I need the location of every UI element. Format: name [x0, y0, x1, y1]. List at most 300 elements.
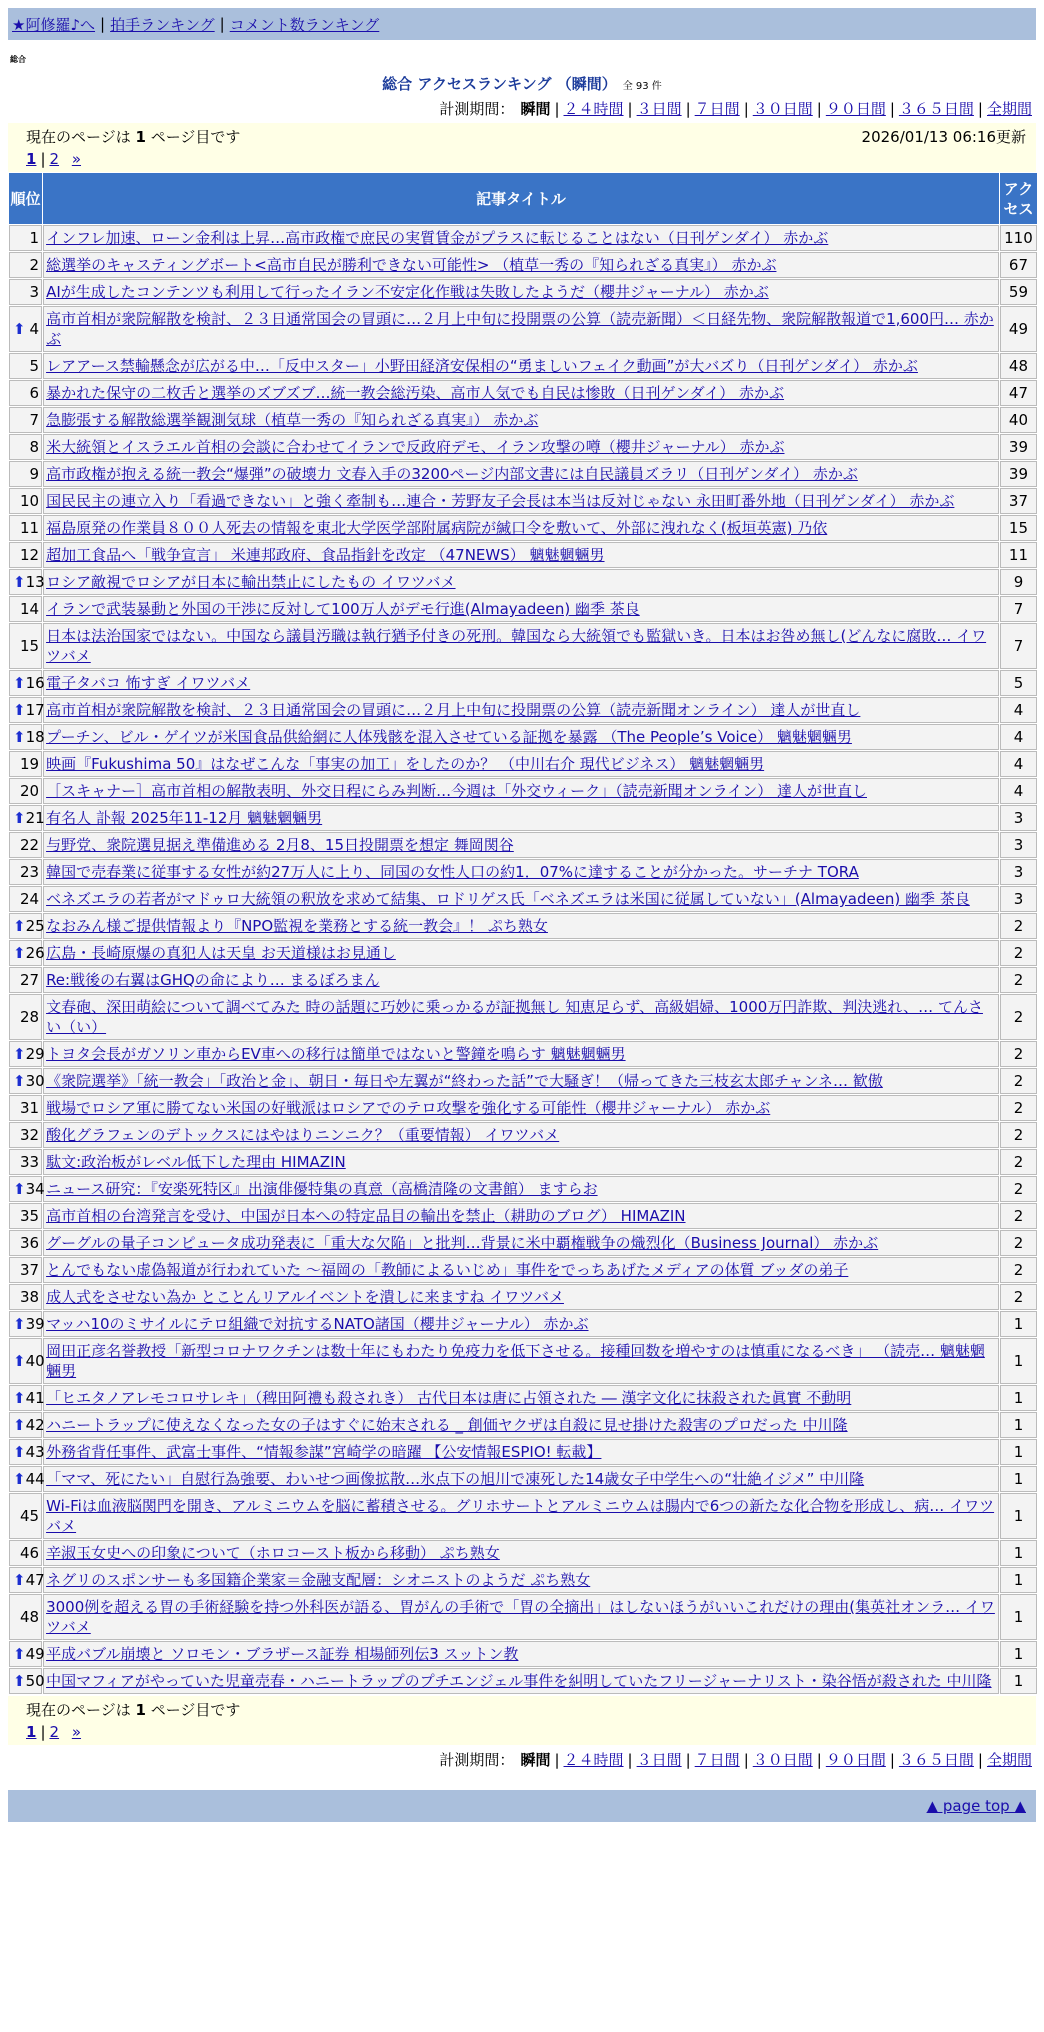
title-cell [43, 1412, 999, 1438]
rank-cell [9, 778, 42, 804]
rank-number: 10 [19, 492, 40, 510]
title-cell [43, 542, 999, 568]
article-title-link[interactable]: なおみん様ご提供情報より『NPO監視を業務とする統一教会』！ ぷち熟女 [46, 917, 548, 935]
access-count: 47 [1000, 380, 1037, 406]
table-row [9, 1412, 1037, 1438]
period-link[interactable]: ２４時間 [563, 1751, 624, 1769]
page-2-link[interactable]: 2 [49, 1723, 60, 1741]
period-separator: | [627, 100, 633, 118]
page-info-bottom [8, 1696, 1036, 1745]
current-page-text: 現在のページは 1 ページ目です [26, 1701, 241, 1719]
period-link[interactable]: ７日間 [694, 100, 740, 118]
table-row [9, 407, 1037, 433]
article-title-link[interactable]: Re:戦後の右翼はGHQの命により… まるぼろまん [46, 971, 380, 989]
article-title-link[interactable]: グーグルの量子コンピュータ成功発表に「重大な欠陥」と批判…背景に米中覇権戦争の熾烈化（Business Journal） 赤かぶ [46, 1234, 879, 1252]
rank-cell [9, 1466, 45, 1492]
table-row [9, 488, 1037, 514]
table-row [9, 967, 1037, 993]
rank-up-arrow-icon: ⬆ [13, 674, 26, 692]
rank-number: 8 [29, 438, 40, 456]
table-row [9, 1176, 1037, 1202]
rank-number: 14 [19, 600, 40, 618]
access-count: 3 [1000, 832, 1037, 858]
access-count: 40 [1000, 407, 1037, 433]
rank-number: 25 [25, 917, 45, 935]
article-title-link[interactable]: ハニートラップに使えなくなった女の子はすぐに始末される _ 創価ヤクザは自殺に見せ掛けた殺害のプロだった 中川隆 [46, 1416, 848, 1434]
period-link[interactable]: ３日間 [636, 1751, 682, 1769]
rank-up-arrow-icon: ⬆ [13, 1470, 26, 1488]
applause-ranking-link[interactable]: 拍手ランキング [110, 15, 215, 34]
table-row [9, 1230, 1037, 1256]
rank-cell [9, 886, 42, 912]
page-top-link[interactable]: ▲ page top ▲ [926, 1797, 1026, 1815]
access-count: 59 [1000, 279, 1037, 305]
title-cell [43, 515, 999, 541]
table-row [9, 1439, 1037, 1465]
rank-number: 39 [25, 1315, 45, 1333]
article-title-link[interactable]: 超加工食品へ「戦争宣言」 米連邦政府、食品指針を改定 （47NEWS） 魑魅魍魎男 [46, 546, 605, 564]
title-cell [43, 596, 999, 622]
title-cell [43, 353, 999, 379]
rank-number: 33 [19, 1153, 40, 1171]
rank-number: 35 [19, 1207, 40, 1225]
rank-cell [9, 724, 45, 750]
article-title-link[interactable]: 高市首相が衆院解散を検討、２３日通常国会の冒頭に…２月上中旬に投開票の公算（読売新聞オンライン） 達人が世直し [46, 701, 861, 719]
title-cell [43, 724, 999, 750]
access-count: 39 [1000, 434, 1037, 460]
access-count: 1 [1000, 1385, 1037, 1411]
article-title-link[interactable]: 国民民主の連立入り「看過できない」と強く牽制も…連合・芳野友子会長は本当は反対じゃない 永田町番外地（日刊ゲンダイ） 赤かぶ [46, 492, 955, 510]
next-page-link[interactable]: » [71, 150, 82, 168]
rank-cell [9, 623, 42, 669]
table-row [9, 306, 1037, 352]
rank-number: 50 [25, 1672, 45, 1690]
footer-bar [8, 1790, 1036, 1822]
article-title-link[interactable]: 平成バブル崩壊と ソロモン・ブラザース証券 相場師列伝3 スットン教 [46, 1645, 519, 1663]
rank-number: 38 [19, 1288, 40, 1306]
rank-cell [9, 380, 42, 406]
rank-cell [9, 434, 42, 460]
article-title-link[interactable]: 成人式をさせない為か とことんリアルイベントを潰しに来ますね イワツバメ [46, 1288, 564, 1306]
table-row [9, 751, 1037, 777]
ranking-title-block [0, 73, 1044, 94]
rank-cell [9, 1338, 45, 1384]
next-page-link[interactable]: » [71, 1723, 82, 1741]
access-count: 3 [1000, 805, 1037, 831]
article-title-link[interactable]: 文春砲、深田萌絵について調べてみた 時の話題に巧妙に乗っかるが証拠無し 知恵足らず、高級娼婦、1000万円詐欺、判決逃れ、… てんさい（い） [46, 998, 983, 1036]
title-cell [43, 1567, 999, 1593]
article-title-link[interactable]: 辛淑玉女史への印象について（ホロコースト板から移動） ぷち熟女 [46, 1544, 500, 1562]
rank-number: 28 [19, 1008, 40, 1026]
title-cell [43, 751, 999, 777]
rank-cell [9, 488, 42, 514]
period-selector-bottom [0, 1749, 1032, 1770]
period-link[interactable]: ３６５日間 [898, 100, 974, 118]
title-cell [43, 1203, 999, 1229]
rank-cell [9, 1594, 42, 1640]
article-title-link[interactable]: 総選挙のキャスティングボート<高市自民が勝利できない可能性> （植草一秀の『知られざる真実』） 赤かぶ [46, 256, 777, 274]
access-count: 2 [1000, 1176, 1037, 1202]
table-row [9, 623, 1037, 669]
period-current: 瞬間 [520, 100, 551, 118]
period-separator: | [743, 100, 749, 118]
rank-number: 49 [25, 1645, 45, 1663]
rank-cell [9, 1567, 45, 1593]
article-title-link[interactable]: インフレ加速、ローン金利は上昇…高市政権で庶民の実質賃金がプラスに転じることはない（日刊ゲンダイ） 赤かぶ [46, 229, 829, 247]
article-title-link[interactable]: 「ヒエタノアレモコロサレキ」（稗田阿禮も殺されき） 古代日本は唐に占領された ― 漢字文化に抹殺された眞實 不動明 [46, 1389, 852, 1407]
access-count: 4 [1000, 697, 1037, 723]
access-count: 39 [1000, 461, 1037, 487]
comment-ranking-link[interactable]: コメント数ランキング [229, 15, 380, 34]
rank-cell [9, 461, 42, 487]
title-cell [43, 913, 999, 939]
title-cell [43, 252, 999, 278]
article-title-link[interactable]: 《衆院選挙》「統一教会」「政治と金」、朝日・毎日や左翼が“終わった話”で大騒ぎ！（帰ってきた三枝玄太郎チャンネ… 歓傲 [46, 1072, 883, 1090]
table-row [9, 724, 1037, 750]
rank-number: 31 [19, 1099, 40, 1117]
article-title-link[interactable]: 日本は法治国家ではない。中国なら議員汚職は執行猶予付きの死刑。韓国なら大統領でも監獄いき。日本はお咎め無し(どんなに腐敗… イワツバメ [46, 627, 987, 665]
rank-cell [9, 1230, 42, 1256]
rank-number: 15 [19, 637, 40, 655]
article-title-link[interactable]: 電子タバコ 怖すぎ イワツバメ [46, 674, 251, 692]
article-title-link[interactable]: 酸化グラフェンのデトックスにはやはりニンニク？（重要情報） イワツバメ [46, 1126, 560, 1144]
table-row [9, 461, 1037, 487]
page-2-link[interactable]: 2 [49, 150, 60, 168]
page-1-link[interactable]: 1 [26, 150, 37, 168]
rank-cell [9, 832, 42, 858]
article-title-link[interactable]: 中国マフィアがやっていた児童売春・ハニートラップのプチエンジェル事件を糾明していたフリージャーナリスト・染谷悟が殺された 中川隆 [46, 1672, 992, 1690]
rank-cell [9, 515, 42, 541]
access-count: 2 [1000, 967, 1037, 993]
rank-up-arrow-icon: ⬆ [13, 1072, 26, 1090]
title-cell [43, 1257, 999, 1283]
rank-number: 42 [25, 1416, 45, 1434]
title-cell [43, 434, 999, 460]
title-cell [43, 697, 999, 723]
nav-separator: | [219, 15, 225, 33]
title-cell [43, 778, 999, 804]
table-row [9, 1068, 1037, 1094]
article-title-link[interactable]: 3000例を超える胃の手術経験を持つ外科医が語る、胃がんの手術で「胃の全摘出」はしないほうがいいこれだけの理由(集英社オンラ… イワツバメ [46, 1598, 995, 1636]
period-separator: | [816, 100, 822, 118]
access-count: 1 [1000, 1567, 1037, 1593]
title-cell [43, 1466, 999, 1492]
article-title-link[interactable]: 外務省背任事件、武富士事件、“情報参謀”宮崎学の暗躍 【公安情報ESPIO! 転載】 [46, 1443, 602, 1461]
rank-number: 4 [29, 320, 40, 338]
table-row [9, 697, 1037, 723]
title-cell [43, 1284, 999, 1310]
rank-up-arrow-icon: ⬆ [13, 1645, 26, 1663]
period-link[interactable]: 全期間 [986, 100, 1032, 118]
page-1-link[interactable]: 1 [26, 1723, 37, 1741]
title-cell [43, 1540, 999, 1566]
title-cell [43, 670, 999, 696]
access-count: 4 [1000, 778, 1037, 804]
article-title-link[interactable]: ニュース研究：『安楽死特区』出演俳優特集の真意（高橋清隆の文書館） ますらお [46, 1180, 598, 1198]
article-title-link[interactable]: プーチン、ビル・ゲイツが米国食品供給網に人体残骸を混入させている証拠を暴露 （The People’s Voice） 魑魅魍魎男 [46, 728, 852, 746]
title-cell [43, 886, 999, 912]
rank-up-arrow-icon: ⬆ [13, 1389, 26, 1407]
rank-number: 13 [25, 573, 45, 591]
access-count: 48 [1000, 353, 1037, 379]
title-cell [43, 1338, 999, 1384]
rank-cell [9, 1203, 42, 1229]
rank-cell [9, 1493, 42, 1539]
article-title-link[interactable]: ［スキャナー］高市首相の解散表明、外交日程にらみ判断…今週は「外交ウィーク」（読売新聞オンライン） 達人が世直し [46, 782, 867, 800]
category-label-small: 総合 [10, 55, 26, 64]
rank-number: 47 [25, 1571, 45, 1589]
access-count: 1 [1000, 1466, 1037, 1492]
period-link[interactable]: ３日間 [636, 100, 682, 118]
title-cell [43, 488, 999, 514]
rank-number: 27 [19, 971, 40, 989]
rank-up-arrow-icon: ⬆ [13, 917, 26, 935]
column-header-access: アクセス [1000, 173, 1037, 224]
access-count: 2 [1000, 1041, 1037, 1067]
article-title-link[interactable]: ネグリのスポンサーも多国籍企業家＝金融支配層：シオニストのようだ ぷち熟女 [46, 1571, 591, 1589]
table-row [9, 252, 1037, 278]
title-cell [43, 1668, 999, 1694]
title-cell [43, 1311, 999, 1337]
total-count: 全 93 件 [622, 81, 662, 92]
period-link[interactable]: ７日間 [694, 1751, 740, 1769]
table-row [9, 1122, 1037, 1148]
article-title-link[interactable]: 有名人 訃報 2025年11-12月 魑魅魍魎男 [46, 809, 323, 827]
rank-number: 18 [25, 728, 45, 746]
rank-cell [9, 252, 42, 278]
rank-number: 19 [19, 755, 40, 773]
table-row [9, 1257, 1037, 1283]
article-title-link[interactable]: 与野党、衆院選見据え準備進める 2月8、15日投開票を想定 舞岡関谷 [46, 836, 514, 854]
article-title-link[interactable]: 広島・長崎原爆の真犯人は天皇 お天道様はお見通し [46, 944, 396, 962]
rank-number: 12 [19, 546, 40, 564]
period-link[interactable]: ９０日間 [825, 100, 886, 118]
period-link[interactable]: 全期間 [986, 1751, 1032, 1769]
article-title-link[interactable]: トヨタ会長がガソリン車からEV車への移行は簡単ではないと警鐘を鳴らす 魑魅魍魎男 [46, 1045, 626, 1063]
table-row [9, 225, 1037, 251]
period-separator: | [889, 100, 895, 118]
article-title-link[interactable]: 暴かれた保守の二枚舌と選挙のズブズブ…統一教会総汚染、高市人気でも自民は惨敗（日刊ゲンダイ） 赤かぶ [46, 384, 785, 402]
period-link[interactable]: ２４時間 [563, 100, 624, 118]
access-count: 3 [1000, 886, 1037, 912]
rank-cell [9, 1041, 45, 1067]
access-count: 1 [1000, 1641, 1037, 1667]
rank-cell [9, 225, 42, 251]
period-separator: | [977, 1751, 983, 1769]
table-row [9, 353, 1037, 379]
rank-cell [9, 1439, 45, 1465]
period-label: 計測期間： [439, 100, 515, 118]
access-count: 2 [1000, 940, 1037, 966]
access-count: 37 [1000, 488, 1037, 514]
access-count: 67 [1000, 252, 1037, 278]
period-separator: | [743, 1751, 749, 1769]
rank-number: 5 [29, 357, 40, 375]
rank-up-arrow-icon: ⬆ [13, 728, 26, 746]
access-count: 9 [1000, 569, 1037, 595]
rank-cell [9, 1122, 42, 1148]
article-title-link[interactable]: イランで武装暴動と外国の干渉に反対して100万人がデモ行進(Almayadeen) 幽季 茶良 [46, 600, 640, 618]
rank-up-arrow-icon: ⬆ [13, 1315, 26, 1333]
article-title-link[interactable]: ロシア敵視でロシアが日本に輸出禁止にしたもの イワツバメ [46, 573, 456, 591]
table-row [9, 569, 1037, 595]
access-count: 2 [1000, 1122, 1037, 1148]
article-title-link[interactable]: 米大統領とイスラエル首相の会談に合わせてイランで反政府デモ、イラン攻撃の噂（櫻井ジャーナル） 赤かぶ [46, 438, 785, 456]
article-title-link[interactable]: レアアース禁輸懸念が広がる中…「反中スター」小野田経済安保相の“勇ましいフェイク動画”が大バズり（日刊ゲンダイ） 赤かぶ [46, 357, 918, 375]
table-row [9, 1284, 1037, 1310]
pager-top: 1 | 2 » [26, 150, 82, 168]
rank-number: 2 [29, 256, 40, 274]
article-title-link[interactable]: 「ママ、死にたい」自慰行為強要、わいせつ画像拡散…氷点下の旭川で凍死した14歳女子中学生への“壮絶イジメ” 中川隆 [46, 1470, 865, 1488]
rank-number: 36 [19, 1234, 40, 1252]
title-cell [43, 1385, 999, 1411]
table-row [9, 1493, 1037, 1539]
title-cell [43, 1149, 999, 1175]
period-separator: | [554, 1751, 560, 1769]
rank-cell [9, 1149, 42, 1175]
period-label: 計測期間： [439, 1751, 515, 1769]
article-title-link[interactable]: Wi-Fiは血液脳関門を開き、アルミニウムを脳に蓄積させる。グリホサートとアルミニウムは腸内で6つの新たな化合物を形成し、病… イワツバメ [46, 1497, 995, 1535]
rank-cell [9, 1412, 45, 1438]
rank-cell [9, 596, 42, 622]
article-title-link[interactable]: 福島原発の作業員８００人死去の情報を東北大学医学部附属病院が緘口令を敷いて、外部に洩れなく(板垣英憲) 乃依 [46, 519, 828, 537]
access-count: 7 [1000, 623, 1037, 669]
rank-number: 20 [19, 782, 40, 800]
period-separator: | [889, 1751, 895, 1769]
article-title-link[interactable]: 急膨張する解散総選挙観測気球（植草一秀の『知られざる真実』） 赤かぶ [46, 411, 539, 429]
rank-number: 7 [29, 411, 40, 429]
article-title-link[interactable]: とんでもない虚偽報道が行われていた ～福岡の「教師によるいじめ」事件をでっちあげたメディアの体質 ブッダの弟子 [46, 1261, 849, 1279]
title-cell [43, 1439, 999, 1465]
rank-number: 9 [29, 465, 40, 483]
rank-up-arrow-icon: ⬆ [13, 1672, 26, 1690]
access-count: 2 [1000, 1284, 1037, 1310]
title-cell [43, 805, 999, 831]
rank-cell [9, 670, 45, 696]
period-current: 瞬間 [520, 1751, 551, 1769]
rank-number: 22 [19, 836, 40, 854]
rank-cell [9, 1257, 42, 1283]
title-cell [43, 1230, 999, 1256]
period-separator: | [685, 100, 691, 118]
access-count: 2 [1000, 1257, 1037, 1283]
rank-number: 23 [19, 863, 40, 881]
rank-cell [9, 940, 45, 966]
period-separator: | [816, 1751, 822, 1769]
rank-number: 46 [19, 1544, 40, 1562]
rank-cell [9, 1095, 42, 1121]
rank-number: 48 [19, 1608, 40, 1626]
rank-number: 37 [19, 1261, 40, 1279]
period-link[interactable]: ３０日間 [752, 100, 813, 118]
title-cell [43, 1068, 999, 1094]
access-count: 1 [1000, 1668, 1037, 1694]
title-cell [43, 623, 999, 669]
asyura-home-link[interactable]: ★阿修羅♪へ [12, 15, 96, 34]
rank-up-arrow-icon: ⬆ [13, 701, 26, 719]
rank-cell [9, 967, 42, 993]
article-title-link[interactable]: 高市政権が抱える統一教会“爆弾”の破壊力 文春入手の3200ページ内部文書には自民議員ズラリ（日刊ゲンダイ） 赤かぶ [46, 465, 858, 483]
table-row [9, 913, 1037, 939]
article-title-link[interactable]: 戦場でロシア軍に勝てない米国の好戦派はロシアでのテロ攻撃を強化する可能性（櫻井ジャーナル） 赤かぶ [46, 1099, 771, 1117]
article-title-link[interactable]: 岡田正彦名誉教授「新型コロナワクチンは数十年にもわたり免疫力を低下させる。接種回数を増やすのは慎重になるべき」 （読売… 魑魅魍魎男 [46, 1342, 985, 1380]
rank-cell [9, 913, 45, 939]
article-title-link[interactable]: マッハ10のミサイルにテロ組織で対抗するNATO諸国（櫻井ジャーナル） 赤かぶ [46, 1315, 589, 1333]
period-separator: | [627, 1751, 633, 1769]
article-title-link[interactable]: ベネズエラの若者がマドゥロ大統領の釈放を求めて結集、ロドリゲス氏「ベネズエラは米国に従属していない」(Almayadeen) 幽季 茶良 [46, 890, 970, 908]
rank-cell [9, 994, 42, 1040]
access-count: 4 [1000, 751, 1037, 777]
rank-cell [9, 1176, 45, 1202]
rank-cell [9, 1641, 45, 1667]
table-row [9, 1641, 1037, 1667]
table-row [9, 1594, 1037, 1640]
rank-cell [9, 353, 42, 379]
access-count: 1 [1000, 1338, 1037, 1384]
table-row [9, 380, 1037, 406]
rank-up-arrow-icon: ⬆ [13, 1045, 26, 1063]
table-row [9, 1311, 1037, 1337]
article-title-link[interactable]: 高市首相の台湾発言を受け、中国が日本への特定品目の輸出を禁止（耕助のブログ） HIMAZIN [46, 1207, 686, 1225]
rank-number: 6 [29, 384, 40, 402]
rank-up-arrow-icon: ⬆ [13, 1443, 26, 1461]
period-link[interactable]: ３６５日間 [898, 1751, 974, 1769]
rank-number: 24 [19, 890, 40, 908]
rank-cell [9, 569, 45, 595]
article-title-link[interactable]: 映画『Fukushima 50』はなぜこんな「事実の加工」をしたのか？ （中川右介 現代ビジネス） 魑魅魍魎男 [46, 755, 765, 773]
rank-up-arrow-icon: ⬆ [13, 573, 26, 591]
table-row [9, 670, 1037, 696]
rank-cell [9, 1385, 45, 1411]
access-count: 110 [1000, 225, 1037, 251]
rank-number: 17 [25, 701, 45, 719]
rank-number: 40 [25, 1352, 45, 1370]
ranking-table [8, 172, 1038, 1695]
access-count: 1 [1000, 1594, 1037, 1640]
rank-cell [9, 859, 42, 885]
table-row [9, 805, 1037, 831]
page-info-top [8, 123, 1036, 172]
access-count: 15 [1000, 515, 1037, 541]
period-link[interactable]: ９０日間 [825, 1751, 886, 1769]
period-link[interactable]: ３０日間 [752, 1751, 813, 1769]
access-count: 7 [1000, 596, 1037, 622]
article-title-link[interactable]: 高市首相が衆院解散を検討、２３日通常国会の冒頭に…２月上中旬に投開票の公算（読売新聞）＜日経先物、衆院解散報道で1,600円… 赤かぶ [46, 310, 994, 348]
access-count: 1 [1000, 1439, 1037, 1465]
title-cell [43, 461, 999, 487]
period-separator: | [554, 100, 560, 118]
column-header-rank: 順位 [9, 173, 42, 224]
title-cell [43, 967, 999, 993]
rank-cell [9, 1284, 42, 1310]
article-title-link[interactable]: 韓国で売春業に従事する女性が約27万人に上り、同国の女性人口の約1．07%に達することが分かった。サーチナ TORA [46, 863, 859, 881]
title-cell [43, 1176, 999, 1202]
access-count: 4 [1000, 724, 1037, 750]
rank-cell [9, 279, 42, 305]
rank-up-arrow-icon: ⬆ [13, 944, 26, 962]
table-row [9, 434, 1037, 460]
article-title-link[interactable]: 駄文:政治板がレベル低下した理由 HIMAZIN [46, 1153, 346, 1171]
title-cell [43, 1122, 999, 1148]
rank-number: 30 [25, 1072, 45, 1090]
table-row [9, 1041, 1037, 1067]
page-title: 総合 アクセスランキング （瞬間） [382, 75, 617, 93]
period-separator: | [685, 1751, 691, 1769]
title-cell [43, 1493, 999, 1539]
current-page-text: 現在のページは 1 ページ目です [26, 128, 241, 146]
rank-cell [9, 1311, 45, 1337]
article-title-link[interactable]: AIが生成したコンテンツも利用して行ったイラン不安定化作戦は失敗したようだ（櫻井ジャーナル） 赤かぶ [46, 283, 769, 301]
